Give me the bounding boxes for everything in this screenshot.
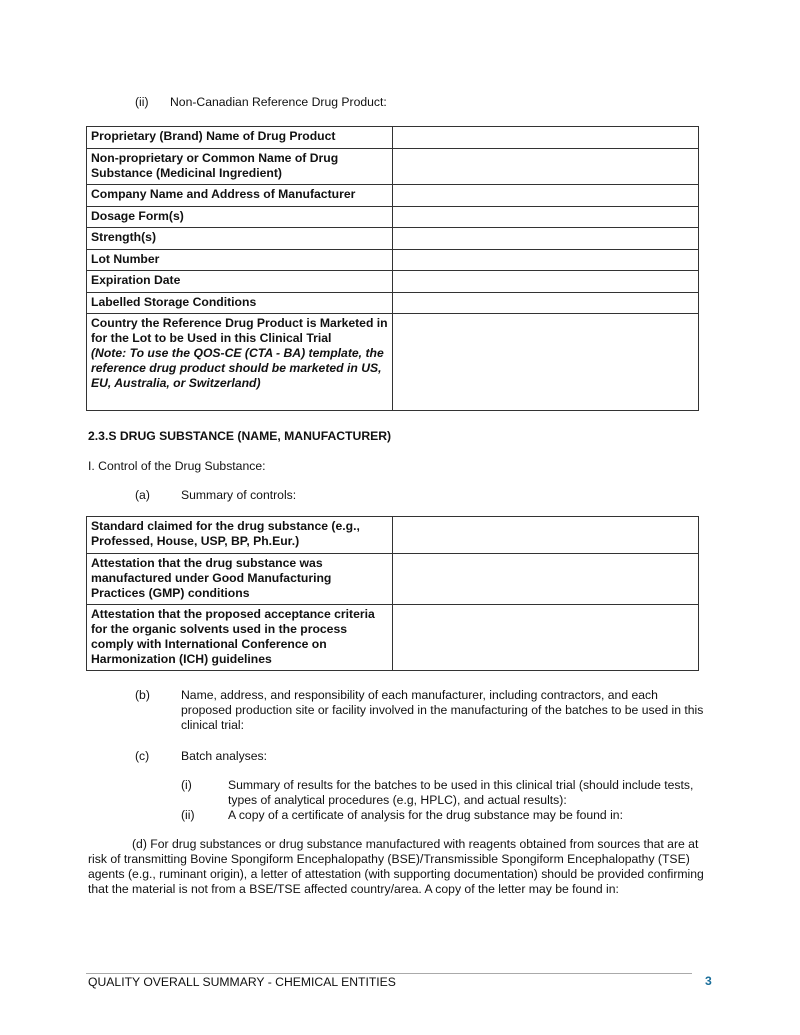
row-label-text: Proprietary (Brand) Name of Drug Product bbox=[91, 129, 336, 143]
row-label bbox=[87, 127, 393, 149]
table-row bbox=[87, 314, 699, 411]
table-row bbox=[87, 149, 699, 185]
row-label bbox=[87, 517, 393, 554]
row-value-cell[interactable] bbox=[393, 605, 699, 671]
row-label bbox=[87, 293, 393, 314]
item-b-number: (b) bbox=[135, 688, 150, 702]
row-label-text: Strength(s) bbox=[91, 230, 156, 244]
item-c-ii-text: A copy of a certificate of analysis for the drug substance may be found in: bbox=[228, 808, 623, 822]
row-value-cell[interactable] bbox=[393, 127, 699, 149]
row-label-text: Standard claimed for the drug substance (e.g., Professed, House, USP, BP, Ph.Eur.) bbox=[91, 519, 360, 548]
section-heading: 2.3.S DRUG SUBSTANCE (NAME, MANUFACTURER) bbox=[88, 429, 392, 443]
reference-product-table bbox=[86, 126, 699, 411]
table-row bbox=[87, 207, 699, 228]
row-value-cell[interactable] bbox=[393, 149, 699, 185]
row-value-cell[interactable] bbox=[393, 517, 699, 554]
row-label bbox=[87, 228, 393, 250]
row-label bbox=[87, 605, 393, 671]
row-value-cell[interactable] bbox=[393, 185, 699, 207]
table-row bbox=[87, 250, 699, 271]
row-value-cell[interactable] bbox=[393, 207, 699, 228]
row-value-cell[interactable] bbox=[393, 250, 699, 271]
table-row bbox=[87, 605, 699, 671]
row-value-cell[interactable] bbox=[393, 293, 699, 314]
table-row bbox=[87, 554, 699, 605]
controls-table bbox=[86, 516, 699, 671]
row-label-text: Expiration Date bbox=[91, 273, 181, 287]
row-label bbox=[87, 185, 393, 207]
row-value-cell[interactable] bbox=[393, 554, 699, 605]
row-value-cell[interactable] bbox=[393, 271, 699, 293]
page-number: 3 bbox=[705, 974, 712, 988]
item-d-text: (d) For drug substances or drug substance manufactured with reagents obtained from sources that are at risk of transmitting Bovine Spongiform Encephalopathy (BSE)/Transmissible Spongiform Encephalopathy (TSE) agents (e.g., ruminant origin), a letter of attestation (with supporting documentation) should be provided confirming that the material is not from a BSE/TSE affected country/area. A copy of the letter may be found in: bbox=[88, 837, 704, 896]
sub-ii-text: Non-Canadian Reference Drug Product: bbox=[170, 95, 387, 109]
row-value-cell[interactable] bbox=[393, 228, 699, 250]
footer-title: QUALITY OVERALL SUMMARY - CHEMICAL ENTITIES bbox=[88, 975, 396, 989]
item-c-ii-number: (ii) bbox=[181, 808, 195, 822]
row-label bbox=[87, 149, 393, 185]
table-row bbox=[87, 293, 699, 314]
item-a-text: Summary of controls: bbox=[181, 488, 297, 502]
control-heading: I. Control of the Drug Substance: bbox=[88, 459, 266, 473]
row-label bbox=[87, 554, 393, 605]
table-row bbox=[87, 517, 699, 554]
row-label-text: Attestation that the drug substance was manufactured under Good Manufacturing Practices (GMP) conditions bbox=[91, 556, 332, 600]
item-a-number: (a) bbox=[135, 488, 150, 502]
row-label-text: Company Name and Address of Manufacturer bbox=[91, 187, 356, 201]
row-note: (Note: To use the QOS-CE (CTA - BA) template, the reference drug product should be marketed in US, EU, Australia, or Switzerland) bbox=[91, 346, 384, 390]
row-label-text: Labelled Storage Conditions bbox=[91, 295, 257, 309]
row-value-cell[interactable] bbox=[393, 314, 699, 411]
table-row bbox=[87, 271, 699, 293]
row-label bbox=[87, 314, 393, 411]
item-c-text: Batch analyses: bbox=[181, 749, 268, 763]
table-row bbox=[87, 228, 699, 250]
row-label-text: Non-proprietary or Common Name of Drug Substance (Medicinal Ingredient) bbox=[91, 151, 339, 180]
item-b-text: Name, address, and responsibility of each manufacturer, including contractors, and each proposed production site or facility involved in the manufacturing of the batches to be used in this clinical trial: bbox=[181, 688, 704, 732]
table-row bbox=[87, 127, 699, 149]
item-c-i-number: (i) bbox=[181, 778, 192, 792]
row-label-text: Attestation that the proposed acceptance criteria for the organic solvents used in the process comply with International Conference on Harmonization (ICH) guidelines bbox=[91, 607, 375, 666]
table-row bbox=[87, 185, 699, 207]
item-c-number: (c) bbox=[135, 749, 150, 763]
row-label bbox=[87, 250, 393, 271]
row-label-text: Lot Number bbox=[91, 252, 160, 266]
row-label bbox=[87, 207, 393, 228]
footer-divider bbox=[86, 973, 692, 974]
row-label-text: Dosage Form(s) bbox=[91, 209, 184, 223]
item-c-i-text: Summary of results for the batches to be used in this clinical trial (should include tests, types of analytical procedures (e.g, HPLC), and actual results): bbox=[228, 778, 694, 807]
row-label bbox=[87, 271, 393, 293]
row-label-text: Country the Reference Drug Product is Marketed in for the Lot to be Used in this Clinical Trial bbox=[91, 316, 388, 345]
sub-ii-number: (ii) bbox=[135, 95, 149, 109]
